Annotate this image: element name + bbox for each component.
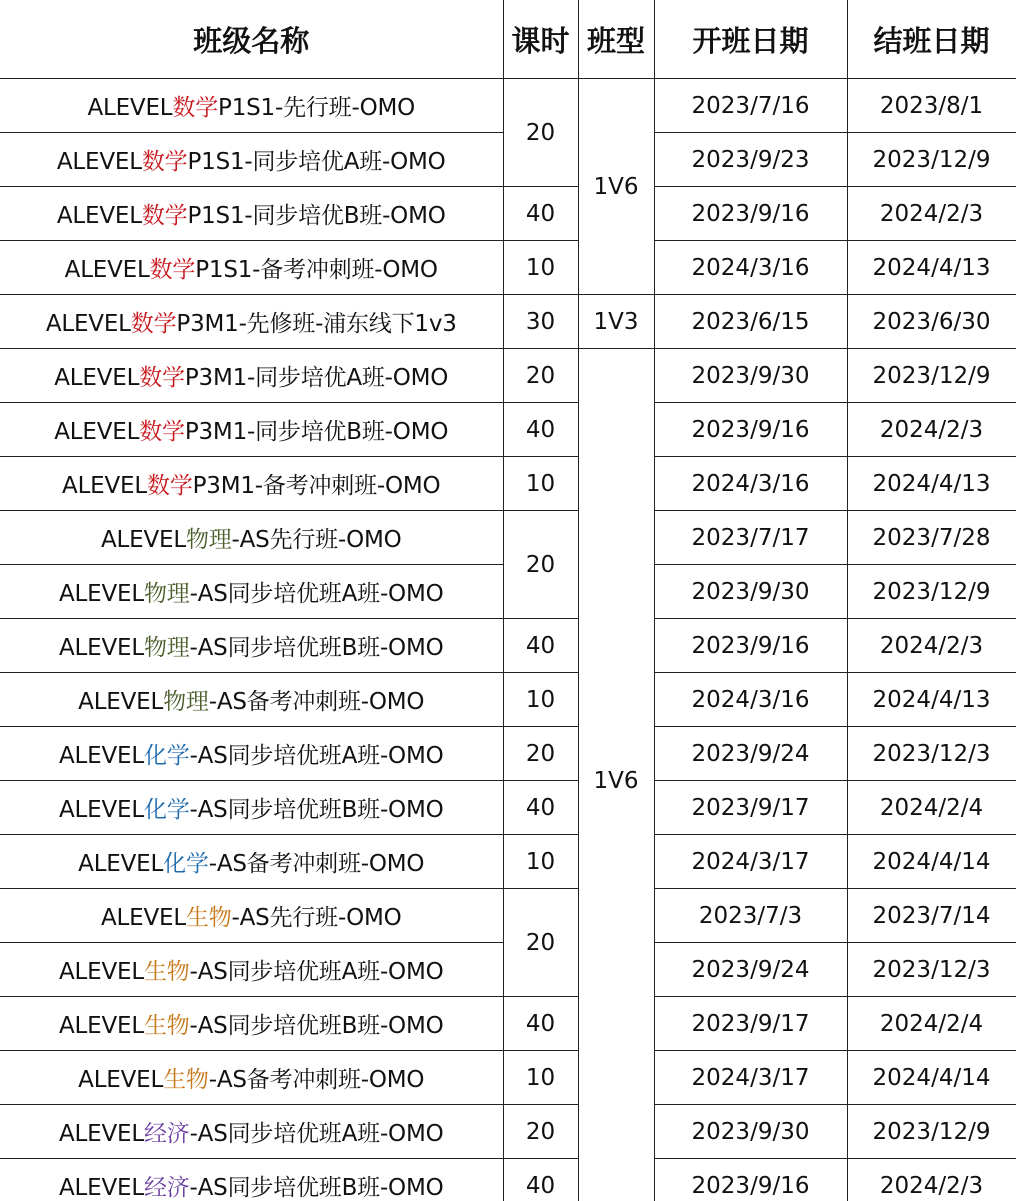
hours-cell: 10: [503, 1051, 578, 1105]
end-date-cell: 2023/8/1: [847, 79, 1016, 133]
subject-label: 生物: [185, 905, 232, 931]
end-date-cell: 2024/2/3: [847, 619, 1016, 673]
end-date-cell: 2024/4/13: [847, 241, 1016, 295]
class-type-cell: 1V6: [578, 79, 654, 295]
hours-cell: 40: [503, 403, 578, 457]
table-row: [0, 781, 1016, 835]
subject-label: 化学: [143, 797, 190, 823]
hours-cell: 20: [503, 727, 578, 781]
class-name-cell: ALEVEL数学P3M1-同步培优B班-OMO: [0, 403, 503, 457]
table-row: [0, 1105, 1016, 1159]
start-date-cell: 2023/9/30: [654, 1105, 847, 1159]
hours-cell: 10: [503, 457, 578, 511]
hours-cell: 20: [503, 511, 578, 619]
subject-label: 经济: [143, 1175, 190, 1201]
end-date-cell: 2024/2/4: [847, 781, 1016, 835]
hours-cell: 40: [503, 619, 578, 673]
class-name-cell: ALEVEL生物-AS同步培优班A班-OMO: [0, 943, 503, 997]
start-date-cell: 2023/9/30: [654, 349, 847, 403]
class-name-cell: ALEVEL物理-AS先行班-OMO: [0, 511, 503, 565]
class-name-cell: ALEVEL物理-AS同步培优班B班-OMO: [0, 619, 503, 673]
start-date-cell: 2023/9/16: [654, 1159, 847, 1201]
hours-cell: 10: [503, 673, 578, 727]
hours-cell: 40: [503, 997, 578, 1051]
end-date-cell: 2023/12/9: [847, 133, 1016, 187]
start-date-cell: 2024/3/16: [654, 457, 847, 511]
start-date-cell: 2023/9/23: [654, 133, 847, 187]
subject-label: 生物: [143, 1013, 190, 1039]
end-date-cell: 2023/12/9: [847, 565, 1016, 619]
subject-label: 物理: [185, 527, 232, 553]
subject-label: 数学: [141, 149, 188, 175]
class-name-cell: ALEVEL数学P3M1-先修班-浦东线下1v3: [0, 295, 503, 349]
end-date-cell: 2023/12/3: [847, 727, 1016, 781]
hours-cell: 20: [503, 889, 578, 997]
table-row: [0, 187, 1016, 241]
end-date-cell: 2024/4/14: [847, 835, 1016, 889]
hours-cell: 40: [503, 1159, 578, 1201]
subject-label: 化学: [163, 851, 209, 877]
header-start-date: 开班日期: [654, 0, 847, 79]
table-row: [0, 727, 1016, 781]
end-date-cell: 2023/12/3: [847, 943, 1016, 997]
header-class-name: 班级名称: [0, 0, 503, 79]
hours-cell: 20: [503, 1105, 578, 1159]
subject-label: 数学: [139, 365, 185, 391]
hours-cell: 40: [503, 781, 578, 835]
class-name-cell: ALEVEL数学P1S1-同步培优B班-OMO: [0, 187, 503, 241]
start-date-cell: 2023/9/17: [654, 781, 847, 835]
start-date-cell: 2024/3/16: [654, 673, 847, 727]
start-date-cell: 2023/9/16: [654, 403, 847, 457]
start-date-cell: 2023/9/30: [654, 565, 847, 619]
table-row: [0, 997, 1016, 1051]
class-name-cell: ALEVEL经济-AS同步培优班A班-OMO: [0, 1105, 503, 1159]
table-row: [0, 295, 1016, 349]
subject-label: 数学: [147, 473, 193, 499]
hours-cell: 10: [503, 835, 578, 889]
table-row: [0, 349, 1016, 403]
end-date-cell: 2024/2/3: [847, 1159, 1016, 1201]
start-date-cell: 2024/3/16: [654, 241, 847, 295]
table-row: [0, 673, 1016, 727]
class-name-cell: ALEVEL物理-AS同步培优班A班-OMO: [0, 565, 503, 619]
hours-cell: 40: [503, 187, 578, 241]
subject-label: 数学: [141, 203, 188, 229]
end-date-cell: 2024/2/4: [847, 997, 1016, 1051]
class-type-cell: 1V3: [578, 295, 654, 349]
table-row: [0, 619, 1016, 673]
start-date-cell: 2024/3/17: [654, 1051, 847, 1105]
end-date-cell: 2023/7/28: [847, 511, 1016, 565]
start-date-cell: 2023/9/16: [654, 187, 847, 241]
class-name-cell: ALEVEL生物-AS备考冲刺班-OMO: [0, 1051, 503, 1105]
subject-label: 数学: [139, 419, 185, 445]
start-date-cell: 2023/9/16: [654, 619, 847, 673]
class-name-cell: ALEVEL生物-AS同步培优班B班-OMO: [0, 997, 503, 1051]
hours-cell: 10: [503, 241, 578, 295]
header-class-type: 班型: [578, 0, 654, 79]
end-date-cell: 2024/2/3: [847, 187, 1016, 241]
class-name-cell: ALEVEL物理-AS备考冲刺班-OMO: [0, 673, 503, 727]
class-name-cell: ALEVEL化学-AS同步培优班A班-OMO: [0, 727, 503, 781]
subject-label: 物理: [143, 581, 190, 607]
hours-cell: 30: [503, 295, 578, 349]
subject-label: 化学: [143, 743, 190, 769]
subject-label: 数学: [149, 257, 196, 283]
class-name-cell: ALEVEL数学P1S1-备考冲刺班-OMO: [0, 241, 503, 295]
subject-label: 经济: [143, 1121, 190, 1147]
subject-label: 物理: [163, 689, 209, 715]
table-row: [0, 889, 1016, 943]
hours-cell: 20: [503, 349, 578, 403]
class-name-cell: ALEVEL数学P3M1-同步培优A班-OMO: [0, 349, 503, 403]
header-row: [0, 0, 1016, 79]
table-row: [0, 1159, 1016, 1201]
start-date-cell: 2023/9/24: [654, 727, 847, 781]
end-date-cell: 2024/4/13: [847, 457, 1016, 511]
class-name-cell: ALEVEL化学-AS同步培优班B班-OMO: [0, 781, 503, 835]
table-row: [0, 511, 1016, 565]
end-date-cell: 2024/4/14: [847, 1051, 1016, 1105]
table-row: [0, 241, 1016, 295]
table-row: [0, 403, 1016, 457]
subject-label: 数学: [172, 95, 219, 121]
table-row: [0, 1051, 1016, 1105]
class-name-cell: ALEVEL数学P3M1-备考冲刺班-OMO: [0, 457, 503, 511]
class-name-cell: ALEVEL生物-AS先行班-OMO: [0, 889, 503, 943]
end-date-cell: 2023/6/30: [847, 295, 1016, 349]
start-date-cell: 2023/9/17: [654, 997, 847, 1051]
class-type-cell: 1V6: [578, 349, 654, 1201]
end-date-cell: 2024/2/3: [847, 403, 1016, 457]
header-hours: 课时: [503, 0, 578, 79]
start-date-cell: 2023/7/3: [654, 889, 847, 943]
subject-label: 生物: [143, 959, 190, 985]
end-date-cell: 2023/12/9: [847, 349, 1016, 403]
class-name-cell: ALEVEL数学P1S1-同步培优A班-OMO: [0, 133, 503, 187]
start-date-cell: 2023/7/16: [654, 79, 847, 133]
subject-label: 数学: [130, 311, 177, 337]
hours-cell: 20: [503, 79, 578, 187]
end-date-cell: 2023/7/14: [847, 889, 1016, 943]
end-date-cell: 2024/4/13: [847, 673, 1016, 727]
table-row: [0, 79, 1016, 133]
class-name-cell: ALEVEL化学-AS备考冲刺班-OMO: [0, 835, 503, 889]
subject-label: 生物: [163, 1067, 209, 1093]
end-date-cell: 2023/12/9: [847, 1105, 1016, 1159]
subject-label: 物理: [143, 635, 190, 661]
class-name-cell: ALEVEL数学P1S1-先行班-OMO: [0, 79, 503, 133]
start-date-cell: 2024/3/17: [654, 835, 847, 889]
start-date-cell: 2023/7/17: [654, 511, 847, 565]
class-name-cell: ALEVEL经济-AS同步培优班B班-OMO: [0, 1159, 503, 1201]
table-row: [0, 457, 1016, 511]
start-date-cell: 2023/6/15: [654, 295, 847, 349]
header-end-date: 结班日期: [847, 0, 1016, 79]
start-date-cell: 2023/9/24: [654, 943, 847, 997]
table-row: [0, 835, 1016, 889]
